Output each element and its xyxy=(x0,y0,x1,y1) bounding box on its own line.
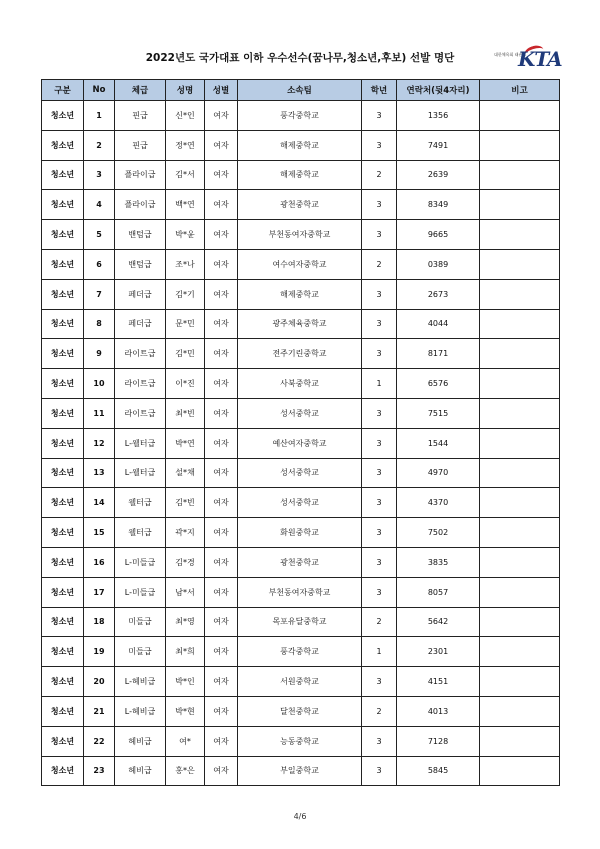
cell-grade: 3 xyxy=(362,190,397,220)
cell-gender: 여자 xyxy=(205,726,238,756)
cell-remarks xyxy=(480,547,560,577)
cell-contact: 8171 xyxy=(397,339,480,369)
table-row xyxy=(42,309,560,339)
document-title: 2022년도 국가대표 이하 우수선수(꿈나무,청소년,후보) 선발 명단 xyxy=(145,52,455,64)
cell-remarks xyxy=(480,607,560,637)
cell-no: 3 xyxy=(84,160,115,190)
table-row xyxy=(42,696,560,726)
cell-remarks xyxy=(480,398,560,428)
cell-category: 청소년 xyxy=(42,696,84,726)
cell-remarks xyxy=(480,667,560,697)
cell-grade: 3 xyxy=(362,756,397,786)
cell-grade: 3 xyxy=(362,577,397,607)
header-grade: 학년 xyxy=(362,80,397,101)
kta-logo xyxy=(494,46,562,72)
header-category: 구분 xyxy=(42,80,84,101)
cell-weight-class: L-미들급 xyxy=(115,547,166,577)
cell-grade: 3 xyxy=(362,667,397,697)
table-row xyxy=(42,667,560,697)
cell-remarks xyxy=(480,190,560,220)
cell-grade: 1 xyxy=(362,637,397,667)
cell-gender: 여자 xyxy=(205,428,238,458)
cell-no: 19 xyxy=(84,637,115,667)
cell-grade: 3 xyxy=(362,309,397,339)
cell-grade: 3 xyxy=(362,488,397,518)
table-row xyxy=(42,279,560,309)
cell-no: 10 xyxy=(84,369,115,399)
cell-gender: 여자 xyxy=(205,309,238,339)
cell-no: 6 xyxy=(84,249,115,279)
cell-category: 청소년 xyxy=(42,518,84,548)
cell-gender: 여자 xyxy=(205,458,238,488)
cell-category: 청소년 xyxy=(42,369,84,399)
cell-contact: 7128 xyxy=(397,726,480,756)
table-row xyxy=(42,547,560,577)
cell-grade: 3 xyxy=(362,398,397,428)
cell-category: 청소년 xyxy=(42,279,84,309)
cell-contact: 0389 xyxy=(397,249,480,279)
cell-category: 청소년 xyxy=(42,577,84,607)
cell-no: 20 xyxy=(84,667,115,697)
cell-weight-class: L-헤비급 xyxy=(115,696,166,726)
table-row xyxy=(42,607,560,637)
table-row xyxy=(42,220,560,250)
header-remarks: 비고 xyxy=(480,80,560,101)
cell-weight-class: 플라이급 xyxy=(115,160,166,190)
cell-weight-class: 웰터급 xyxy=(115,518,166,548)
cell-gender: 여자 xyxy=(205,577,238,607)
cell-name: 박*현 xyxy=(166,696,205,726)
cell-category: 청소년 xyxy=(42,309,84,339)
cell-remarks xyxy=(480,160,560,190)
cell-category: 청소년 xyxy=(42,249,84,279)
cell-category: 청소년 xyxy=(42,637,84,667)
cell-gender: 여자 xyxy=(205,160,238,190)
cell-name: 김*서 xyxy=(166,160,205,190)
cell-gender: 여자 xyxy=(205,220,238,250)
cell-category: 청소년 xyxy=(42,458,84,488)
cell-weight-class: 페더급 xyxy=(115,309,166,339)
cell-grade: 2 xyxy=(362,160,397,190)
cell-category: 청소년 xyxy=(42,398,84,428)
cell-contact: 1544 xyxy=(397,428,480,458)
cell-name: 설*채 xyxy=(166,458,205,488)
cell-category: 청소년 xyxy=(42,756,84,786)
table-row xyxy=(42,726,560,756)
table-row xyxy=(42,160,560,190)
cell-team: 풍각중학교 xyxy=(238,637,362,667)
cell-contact: 1356 xyxy=(397,101,480,131)
cell-weight-class: 라이트급 xyxy=(115,369,166,399)
cell-team: 사북중학교 xyxy=(238,369,362,399)
cell-contact: 5642 xyxy=(397,607,480,637)
cell-weight-class: 라이트급 xyxy=(115,339,166,369)
cell-gender: 여자 xyxy=(205,398,238,428)
cell-weight-class: 핀급 xyxy=(115,130,166,160)
cell-team: 광주체육중학교 xyxy=(238,309,362,339)
cell-no: 5 xyxy=(84,220,115,250)
cell-gender: 여자 xyxy=(205,756,238,786)
cell-gender: 여자 xyxy=(205,488,238,518)
cell-name: 최*희 xyxy=(166,637,205,667)
cell-weight-class: 라이트급 xyxy=(115,398,166,428)
cell-team: 해제중학교 xyxy=(238,130,362,160)
cell-team: 성서중학교 xyxy=(238,488,362,518)
cell-team: 목포유달중학교 xyxy=(238,607,362,637)
cell-team: 성서중학교 xyxy=(238,398,362,428)
cell-name: 홍*은 xyxy=(166,756,205,786)
cell-weight-class: 헤비급 xyxy=(115,756,166,786)
cell-remarks xyxy=(480,101,560,131)
cell-team: 광천중학교 xyxy=(238,547,362,577)
table-row xyxy=(42,488,560,518)
cell-team: 부천동여자중학교 xyxy=(238,220,362,250)
cell-gender: 여자 xyxy=(205,607,238,637)
cell-gender: 여자 xyxy=(205,190,238,220)
cell-no: 21 xyxy=(84,696,115,726)
cell-grade: 2 xyxy=(362,249,397,279)
cell-gender: 여자 xyxy=(205,667,238,697)
cell-gender: 여자 xyxy=(205,369,238,399)
table-row xyxy=(42,458,560,488)
cell-category: 청소년 xyxy=(42,101,84,131)
cell-gender: 여자 xyxy=(205,696,238,726)
cell-name: 최*빈 xyxy=(166,398,205,428)
cell-gender: 여자 xyxy=(205,249,238,279)
cell-grade: 3 xyxy=(362,339,397,369)
cell-grade: 3 xyxy=(362,130,397,160)
selection-table xyxy=(41,79,560,786)
cell-remarks xyxy=(480,130,560,160)
cell-grade: 3 xyxy=(362,279,397,309)
cell-category: 청소년 xyxy=(42,130,84,160)
cell-remarks xyxy=(480,637,560,667)
cell-contact: 4013 xyxy=(397,696,480,726)
cell-weight-class: 밴텀급 xyxy=(115,249,166,279)
table-row xyxy=(42,428,560,458)
cell-weight-class: 미들급 xyxy=(115,637,166,667)
cell-name: 곽*지 xyxy=(166,518,205,548)
cell-remarks xyxy=(480,309,560,339)
cell-category: 청소년 xyxy=(42,160,84,190)
cell-name: 백*연 xyxy=(166,190,205,220)
cell-contact: 2301 xyxy=(397,637,480,667)
cell-name: 김*경 xyxy=(166,547,205,577)
cell-gender: 여자 xyxy=(205,339,238,369)
cell-weight-class: L-웰터급 xyxy=(115,458,166,488)
cell-category: 청소년 xyxy=(42,428,84,458)
cell-no: 8 xyxy=(84,309,115,339)
cell-contact: 9665 xyxy=(397,220,480,250)
cell-no: 9 xyxy=(84,339,115,369)
cell-grade: 3 xyxy=(362,220,397,250)
cell-remarks xyxy=(480,488,560,518)
table-row xyxy=(42,398,560,428)
cell-remarks xyxy=(480,249,560,279)
cell-team: 해제중학교 xyxy=(238,279,362,309)
cell-weight-class: 플라이급 xyxy=(115,190,166,220)
cell-team: 광천중학교 xyxy=(238,190,362,220)
cell-contact: 3835 xyxy=(397,547,480,577)
cell-name: 신*인 xyxy=(166,101,205,131)
cell-team: 서원중학교 xyxy=(238,667,362,697)
cell-name: 여* xyxy=(166,726,205,756)
cell-team: 풍각중학교 xyxy=(238,101,362,131)
table-row xyxy=(42,190,560,220)
cell-contact: 2639 xyxy=(397,160,480,190)
cell-no: 17 xyxy=(84,577,115,607)
cell-grade: 2 xyxy=(362,607,397,637)
cell-no: 12 xyxy=(84,428,115,458)
cell-gender: 여자 xyxy=(205,130,238,160)
table-row xyxy=(42,249,560,279)
cell-contact: 5845 xyxy=(397,756,480,786)
header-team: 소속팀 xyxy=(238,80,362,101)
cell-contact: 7515 xyxy=(397,398,480,428)
cell-no: 7 xyxy=(84,279,115,309)
table-row xyxy=(42,577,560,607)
cell-weight-class: 페더급 xyxy=(115,279,166,309)
cell-gender: 여자 xyxy=(205,518,238,548)
cell-contact: 4370 xyxy=(397,488,480,518)
header-weight-class: 체급 xyxy=(115,80,166,101)
cell-team: 부천동여자중학교 xyxy=(238,577,362,607)
cell-remarks xyxy=(480,756,560,786)
cell-remarks xyxy=(480,518,560,548)
cell-weight-class: L-헤비급 xyxy=(115,667,166,697)
cell-category: 청소년 xyxy=(42,220,84,250)
cell-category: 청소년 xyxy=(42,667,84,697)
cell-contact: 2673 xyxy=(397,279,480,309)
cell-weight-class: 미들급 xyxy=(115,607,166,637)
cell-remarks xyxy=(480,428,560,458)
cell-contact: 8349 xyxy=(397,190,480,220)
cell-category: 청소년 xyxy=(42,190,84,220)
cell-name: 박*인 xyxy=(166,667,205,697)
cell-no: 23 xyxy=(84,756,115,786)
cell-grade: 3 xyxy=(362,428,397,458)
cell-contact: 4044 xyxy=(397,309,480,339)
cell-team: 성서중학교 xyxy=(238,458,362,488)
cell-category: 청소년 xyxy=(42,726,84,756)
cell-name: 최*영 xyxy=(166,607,205,637)
table-row xyxy=(42,369,560,399)
cell-no: 14 xyxy=(84,488,115,518)
cell-grade: 3 xyxy=(362,726,397,756)
header-gender: 성별 xyxy=(205,80,238,101)
cell-name: 조*나 xyxy=(166,249,205,279)
cell-remarks xyxy=(480,696,560,726)
cell-remarks xyxy=(480,339,560,369)
table-row xyxy=(42,637,560,667)
cell-name: 문*민 xyxy=(166,309,205,339)
cell-weight-class: 웰터급 xyxy=(115,488,166,518)
cell-no: 13 xyxy=(84,458,115,488)
cell-name: 이*진 xyxy=(166,369,205,399)
header-name: 성명 xyxy=(166,80,205,101)
cell-gender: 여자 xyxy=(205,547,238,577)
cell-no: 22 xyxy=(84,726,115,756)
cell-team: 부일중학교 xyxy=(238,756,362,786)
cell-team: 예산여자중학교 xyxy=(238,428,362,458)
cell-grade: 3 xyxy=(362,547,397,577)
cell-name: 김*민 xyxy=(166,339,205,369)
table-header-row xyxy=(42,80,560,101)
cell-contact: 4970 xyxy=(397,458,480,488)
cell-category: 청소년 xyxy=(42,488,84,518)
cell-contact: 7491 xyxy=(397,130,480,160)
cell-weight-class: L-웰터급 xyxy=(115,428,166,458)
cell-gender: 여자 xyxy=(205,637,238,667)
cell-contact: 4151 xyxy=(397,667,480,697)
header-no: No xyxy=(84,80,115,101)
cell-weight-class: L-미들급 xyxy=(115,577,166,607)
page-number: 4/6 xyxy=(293,812,307,821)
cell-team: 달천중학교 xyxy=(238,696,362,726)
cell-remarks xyxy=(480,220,560,250)
cell-name: 박*윤 xyxy=(166,220,205,250)
cell-no: 16 xyxy=(84,547,115,577)
cell-weight-class: 핀급 xyxy=(115,101,166,131)
cell-weight-class: 헤비급 xyxy=(115,726,166,756)
cell-remarks xyxy=(480,369,560,399)
table-row xyxy=(42,101,560,131)
cell-gender: 여자 xyxy=(205,101,238,131)
cell-weight-class: 밴텀급 xyxy=(115,220,166,250)
cell-grade: 3 xyxy=(362,101,397,131)
cell-grade: 1 xyxy=(362,369,397,399)
table-row xyxy=(42,756,560,786)
cell-no: 18 xyxy=(84,607,115,637)
cell-name: 김*빈 xyxy=(166,488,205,518)
cell-grade: 3 xyxy=(362,518,397,548)
logo-small-text: 대한체육회 태권도 xyxy=(494,52,527,57)
cell-category: 청소년 xyxy=(42,547,84,577)
cell-no: 1 xyxy=(84,101,115,131)
cell-category: 청소년 xyxy=(42,339,84,369)
cell-grade: 3 xyxy=(362,458,397,488)
cell-no: 15 xyxy=(84,518,115,548)
cell-contact: 7502 xyxy=(397,518,480,548)
table-body xyxy=(42,101,560,786)
cell-remarks xyxy=(480,458,560,488)
cell-name: 남*서 xyxy=(166,577,205,607)
cell-name: 김*기 xyxy=(166,279,205,309)
cell-team: 화원중학교 xyxy=(238,518,362,548)
cell-contact: 6576 xyxy=(397,369,480,399)
logo-text: KTA xyxy=(518,47,562,71)
cell-no: 4 xyxy=(84,190,115,220)
cell-contact: 8057 xyxy=(397,577,480,607)
cell-no: 2 xyxy=(84,130,115,160)
cell-team: 능동중학교 xyxy=(238,726,362,756)
cell-remarks xyxy=(480,279,560,309)
table-row xyxy=(42,130,560,160)
cell-no: 11 xyxy=(84,398,115,428)
cell-team: 전주기린중학교 xyxy=(238,339,362,369)
cell-name: 정*연 xyxy=(166,130,205,160)
cell-gender: 여자 xyxy=(205,279,238,309)
cell-remarks xyxy=(480,726,560,756)
table-row xyxy=(42,518,560,548)
cell-team: 해제중학교 xyxy=(238,160,362,190)
cell-team: 여수여자중학교 xyxy=(238,249,362,279)
cell-remarks xyxy=(480,577,560,607)
cell-category: 청소년 xyxy=(42,607,84,637)
header-contact: 연락처(뒷4자리) xyxy=(397,80,480,101)
table-row xyxy=(42,339,560,369)
cell-grade: 2 xyxy=(362,696,397,726)
cell-name: 박*연 xyxy=(166,428,205,458)
